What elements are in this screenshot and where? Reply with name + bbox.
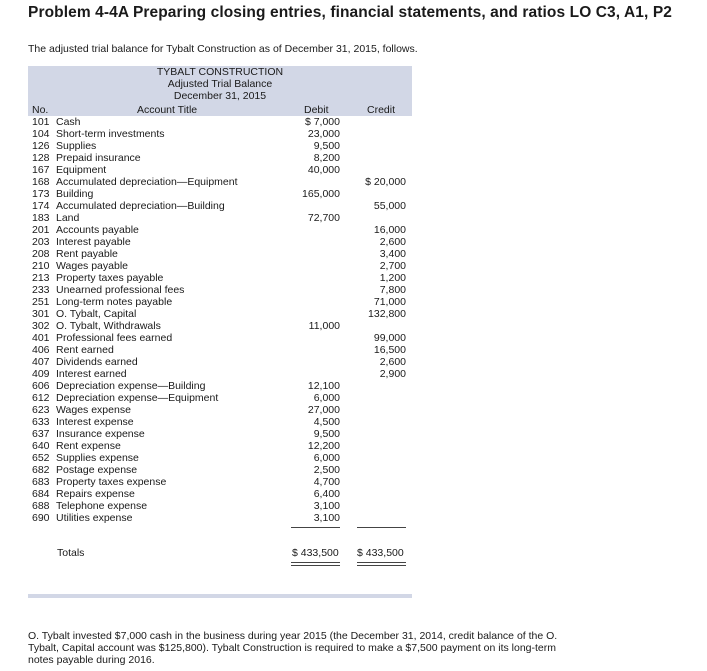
table-row xyxy=(28,224,412,236)
row-no: 406 xyxy=(32,344,50,356)
table-row xyxy=(28,332,412,344)
row-account: O. Tybalt, Capital xyxy=(56,308,137,320)
problem-note: O. Tybalt invested $7,000 cash in the business during year 2015 (the December 31, 2014, credit balance of the O. Tybalt, Capital account was $125,800). Tybalt Construction is required to make a $7,500 payment on its long-term notes payable during 2016. xyxy=(28,630,558,666)
table-row xyxy=(28,200,412,212)
table-row xyxy=(28,416,412,428)
row-account: Property taxes expense xyxy=(56,476,167,488)
row-no: 174 xyxy=(32,200,50,212)
row-account: Land xyxy=(56,212,80,224)
debit-total-double-rule-bottom xyxy=(291,565,340,566)
row-no: 633 xyxy=(32,416,50,428)
table-row xyxy=(28,140,412,152)
row-account: Supplies xyxy=(56,140,97,152)
row-no: 690 xyxy=(32,512,50,524)
table-row xyxy=(28,500,412,512)
totals-debit: $ 433,500 xyxy=(292,547,339,559)
row-account: Accounts payable xyxy=(56,224,139,236)
row-no: 233 xyxy=(32,284,50,296)
row-credit: 1,200 xyxy=(379,272,406,284)
row-account: Postage expense xyxy=(56,464,138,476)
column-header-debit: Debit xyxy=(304,104,329,116)
table-row xyxy=(28,188,412,200)
row-account: Supplies expense xyxy=(56,452,139,464)
table-row xyxy=(28,464,412,476)
column-header-credit: Credit xyxy=(367,104,396,116)
row-account: Accumulated depreciation—Building xyxy=(56,200,225,212)
statement-name: Adjusted Trial Balance xyxy=(167,78,273,90)
row-credit: 2,900 xyxy=(379,368,406,380)
row-account: Utilities expense xyxy=(56,512,133,524)
table-row xyxy=(28,116,412,128)
column-header-account: Account Title xyxy=(137,104,198,116)
table-row xyxy=(28,236,412,248)
intro-text: The adjusted trial balance for Tybalt Construction as of December 31, 2015, follows. xyxy=(28,43,418,55)
table-row xyxy=(28,284,412,296)
row-debit: 9,500 xyxy=(313,140,340,152)
row-credit: 55,000 xyxy=(373,200,406,212)
row-no: 126 xyxy=(32,140,50,152)
row-account: Cash xyxy=(56,116,81,128)
row-credit: 132,800 xyxy=(368,308,406,320)
row-no: 623 xyxy=(32,404,50,416)
row-no: 407 xyxy=(32,356,50,368)
row-debit: 72,700 xyxy=(307,212,340,224)
row-account: Depreciation expense—Equipment xyxy=(56,392,219,404)
table-row xyxy=(28,380,412,392)
row-no: 104 xyxy=(32,128,50,140)
table-row xyxy=(28,488,412,500)
row-debit: 8,200 xyxy=(313,152,340,164)
row-account: Dividends earned xyxy=(56,356,138,368)
row-credit: 7,800 xyxy=(379,284,406,296)
row-account: Rent earned xyxy=(56,344,114,356)
row-no: 101 xyxy=(32,116,50,128)
table-row xyxy=(28,344,412,356)
row-credit: 2,600 xyxy=(379,356,406,368)
row-account: Telephone expense xyxy=(56,500,148,512)
table-row xyxy=(28,128,412,140)
row-no: 606 xyxy=(32,380,50,392)
row-account: Equipment xyxy=(56,164,107,176)
row-credit: 16,000 xyxy=(373,224,406,236)
row-account: Repairs expense xyxy=(56,488,135,500)
row-no: 401 xyxy=(32,332,50,344)
row-no: 210 xyxy=(32,260,50,272)
row-account: Interest earned xyxy=(56,368,127,380)
row-debit: 4,500 xyxy=(313,416,340,428)
row-no: 201 xyxy=(32,224,50,236)
row-no: 684 xyxy=(32,488,50,500)
row-debit: 6,400 xyxy=(313,488,340,500)
row-account: Interest expense xyxy=(56,416,134,428)
row-debit: 12,100 xyxy=(307,380,340,392)
row-debit: 23,000 xyxy=(307,128,340,140)
row-credit: 71,000 xyxy=(373,296,406,308)
table-row xyxy=(28,368,412,380)
row-no: 637 xyxy=(32,428,50,440)
credit-subtotal-rule xyxy=(357,527,406,528)
row-no: 213 xyxy=(32,272,50,284)
row-debit: 27,000 xyxy=(307,404,340,416)
table-row xyxy=(28,476,412,488)
row-debit: 3,100 xyxy=(313,500,340,512)
table-row xyxy=(28,512,412,524)
table-row xyxy=(28,452,412,464)
row-no: 203 xyxy=(32,236,50,248)
row-no: 251 xyxy=(32,296,50,308)
table-row xyxy=(28,392,412,404)
credit-total-double-rule-top xyxy=(357,562,406,563)
row-debit: 165,000 xyxy=(302,188,340,200)
row-no: 183 xyxy=(32,212,50,224)
table-row xyxy=(28,248,412,260)
credit-total-double-rule-bottom xyxy=(357,565,406,566)
row-debit: 4,700 xyxy=(313,476,340,488)
row-account: Rent payable xyxy=(56,248,118,260)
totals-credit: $ 433,500 xyxy=(357,547,404,559)
row-no: 683 xyxy=(32,476,50,488)
row-account: Building xyxy=(56,188,94,200)
row-no: 640 xyxy=(32,440,50,452)
row-credit: 2,600 xyxy=(379,236,406,248)
row-credit: 16,500 xyxy=(373,344,406,356)
table-row xyxy=(28,272,412,284)
row-no: 128 xyxy=(32,152,50,164)
row-account: Prepaid insurance xyxy=(56,152,141,164)
table-row xyxy=(28,308,412,320)
row-no: 208 xyxy=(32,248,50,260)
row-debit: 3,100 xyxy=(313,512,340,524)
statement-date: December 31, 2015 xyxy=(173,90,267,102)
row-account: Rent expense xyxy=(56,440,121,452)
row-account: Property taxes payable xyxy=(56,272,164,284)
row-account: Professional fees earned xyxy=(56,332,173,344)
row-account: Wages expense xyxy=(56,404,131,416)
table-row xyxy=(28,428,412,440)
row-debit: 9,500 xyxy=(313,428,340,440)
table-row xyxy=(28,152,412,164)
row-no: 302 xyxy=(32,320,50,332)
row-debit: $ 7,000 xyxy=(304,116,340,128)
row-account: Insurance expense xyxy=(56,428,145,440)
row-debit: 12,200 xyxy=(307,440,340,452)
table-row xyxy=(28,404,412,416)
row-account: Accumulated depreciation—Equipment xyxy=(56,176,238,188)
table-footer-band xyxy=(28,594,412,598)
table-row xyxy=(28,164,412,176)
totals-label: Totals xyxy=(57,547,85,559)
row-no: 409 xyxy=(32,368,50,380)
row-no: 612 xyxy=(32,392,50,404)
table-row xyxy=(28,176,412,188)
table-row xyxy=(28,296,412,308)
table-row xyxy=(28,440,412,452)
problem-title: Problem 4-4A Preparing closing entries, financial statements, and ratios LO C3, A1, P2 xyxy=(28,4,672,21)
table-row xyxy=(28,356,412,368)
row-credit: $ 20,000 xyxy=(365,176,406,188)
table-row xyxy=(28,320,412,332)
table-row xyxy=(28,260,412,272)
row-credit: 99,000 xyxy=(373,332,406,344)
row-no: 168 xyxy=(32,176,50,188)
row-no: 173 xyxy=(32,188,50,200)
row-account: Interest payable xyxy=(56,236,131,248)
row-account: Long-term notes payable xyxy=(56,296,173,308)
row-debit: 2,500 xyxy=(313,464,340,476)
row-debit: 11,000 xyxy=(308,320,340,332)
row-account: Wages payable xyxy=(56,260,128,272)
row-debit: 40,000 xyxy=(307,164,340,176)
row-no: 682 xyxy=(32,464,50,476)
column-header-no: No. xyxy=(32,104,49,116)
row-account: Depreciation expense—Building xyxy=(56,380,206,392)
row-credit: 2,700 xyxy=(379,260,406,272)
row-account: O. Tybalt, Withdrawals xyxy=(56,320,161,332)
row-no: 652 xyxy=(32,452,50,464)
trial-balance-rows xyxy=(28,116,412,524)
debit-subtotal-rule xyxy=(291,527,340,528)
row-no: 167 xyxy=(32,164,50,176)
row-no: 301 xyxy=(32,308,50,320)
row-debit: 6,000 xyxy=(313,452,340,464)
row-account: Unearned professional fees xyxy=(56,284,185,296)
row-no: 688 xyxy=(32,500,50,512)
row-credit: 3,400 xyxy=(379,248,406,260)
company-name: TYBALT CONSTRUCTION xyxy=(156,66,284,78)
table-row xyxy=(28,212,412,224)
debit-total-double-rule-top xyxy=(291,562,340,563)
row-account: Short-term investments xyxy=(56,128,165,140)
row-debit: 6,000 xyxy=(313,392,340,404)
